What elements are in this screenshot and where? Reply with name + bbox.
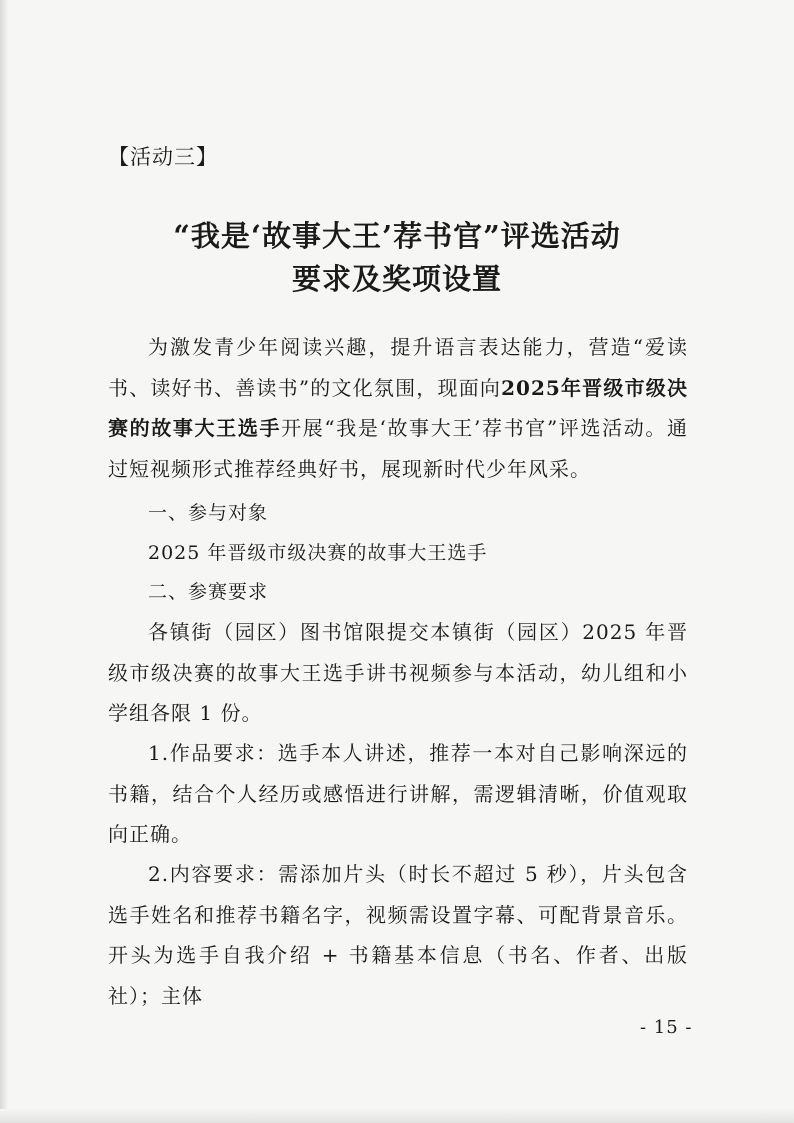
- section-2-paragraph: 各镇街（园区）图书馆限提交本镇街（园区）2025 年晋级市级决赛的故事大王选手讲书视频参与本活动，幼儿组和小学组各限 1 份。: [108, 620, 688, 725]
- section-tag: 【活动三】: [108, 145, 218, 169]
- intro-bold-target: 2025年晋级市级决赛的故事大王选手: [108, 375, 688, 440]
- section-1-content: 2025 年晋级市级决赛的故事大王选手: [148, 542, 488, 564]
- scan-edge-bottom: [0, 1109, 794, 1123]
- title-line-1: “我是‘故事大王’荐书官”评选活动: [173, 219, 621, 253]
- requirement-item-1: 1.作品要求：选手本人讲述，推荐一本对自己影响深远的书籍，结合个人经历或感悟进行讲解，需逻辑清晰，价值观取向正确。: [108, 741, 688, 846]
- intro-text-1: 为激发青少年阅读兴趣，提升语言表达能力，营造“爱读书、读好书、善读书”的文化氛围，现面向: [108, 335, 688, 400]
- intro-text-2: 开展“我是‘故事大王’荐书官”评选活动。通过短视频形式推荐经典好书，展现新时代少年风采。: [108, 416, 688, 481]
- page-number: - 15 -: [640, 1017, 693, 1038]
- section-1-heading: 一、参与对象: [148, 502, 269, 524]
- scan-edge-left: [0, 0, 8, 1123]
- requirement-item-2: 2.内容要求：需添加片头（时长不超过 5 秒），片头包含选手姓名和推荐书籍名字，视频需设置字幕、可配背景音乐。开头为选手自我介绍 + 书籍基本信息（书名、作者、出版社）；主体: [108, 862, 688, 1008]
- intro-paragraph: [108, 327, 688, 489]
- title-line-2: 要求及奖项设置: [291, 262, 502, 296]
- section-2-heading: 二、参赛要求: [148, 581, 269, 603]
